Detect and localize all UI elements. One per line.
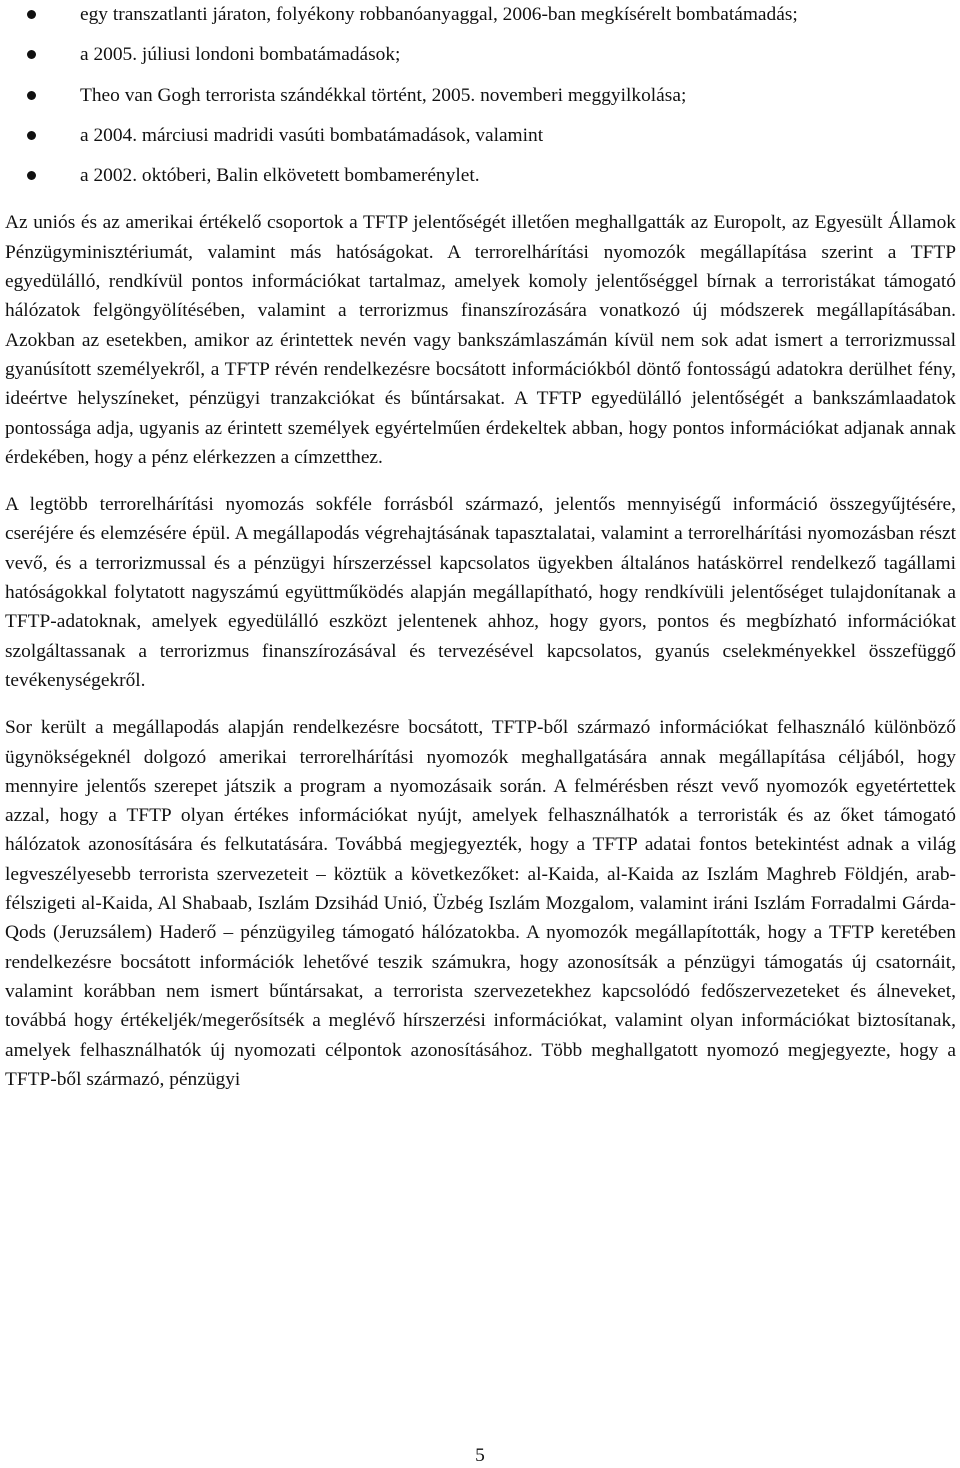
page-number: 5 xyxy=(475,1445,485,1466)
bullet-text: a 2002. októberi, Balin elkövetett bombamerénylet. xyxy=(80,165,480,187)
bullet-text: egy transzatlanti járaton, folyékony robbanóanyaggal, 2006-ban megkísérelt bombatámadás; xyxy=(80,4,798,25)
bullet-item xyxy=(5,161,956,190)
bullet-item xyxy=(5,40,956,69)
bullet-icon xyxy=(27,131,36,140)
bullet-icon xyxy=(27,10,36,19)
bullet-icon xyxy=(27,91,36,100)
paragraph-investigations: A legtöbb terrorelhárítási nyomozás sokféle forrásból származó, jelentős mennyiségű információ összegyűjtésére, cseréjére és elemzésére épül. A megállapodás végrehajtásának tapasztalatai, valamint a terrorelhárítási nyomozásban részt vevő, és a terrorizmussal és a pénzügyi hírszerzéssel kapcsolatos ügyekben általános hatáskörrel rendelkező tagállami hatóságokkal folytatott nagyszámú együttműködés alapján megállapítható, hogy rendkívüli jelentőséget tulajdonítanak a TFTP-adatoknak, amelyek egyedülálló eszközt jelentenek ahhoz, hogy gyors, pontos és megbízható információkat szolgáltassanak a terrorizmus finanszírozásával és tervezésével kapcsolatos, gyanús cselekményekkel összefüggő tevékenységekről. xyxy=(5,494,956,691)
paragraph-tftp-evaluation: Az uniós és az amerikai értékelő csoportok a TFTP jelentőségét illetően meghallgatták az Europolt, az Egyesült Államok Pénzügyminisztériumát, valamint más hatóságokat. A terrorelhárítási nyomozók megállapítása szerint a TFTP egyedülálló, rendkívül pontos információkat tartalmaz, amelyek komoly jelentőséggel bírnak a terroristákat támogató hálózatok felgöngyölítésében, valamint a terrorizmus finanszírozására vonatkozó új módszerek megállapításában. Azokban az esetekben, amikor az érintettek nevén vagy bankszámlaszámán kívül nem sok adat ismert a terrorizmussal gyanúsított személyekről, a TFTP révén rendelkezésre bocsátott információkból döntő fontosságú adatokra derülhet fény, ideértve helyszíneket, pénzügyi tranzakciókat és bűntársakat. A TFTP egyedülálló jelentőségét a bankszámlaadatok pontossága adja, ugyanis az érintett személyek egyértelműen érdekeltek abban, hogy pontos információkat adjanak annak érdekében, hogy a pénz elérkezzen a címzetthez. xyxy=(5,212,956,468)
bullet-item xyxy=(5,121,956,150)
bullet-icon xyxy=(27,50,36,59)
bullet-text: a 2004. márciusi madridi vasúti bombatámadások, valamint xyxy=(80,124,544,146)
document-page xyxy=(5,0,956,1094)
bullet-text: a 2005. júliusi londoni bombatámadások; xyxy=(80,44,401,66)
bullet-icon xyxy=(27,171,36,180)
paragraph-investigator-survey: Sor került a megállapodás alapján rendelkezésre bocsátott, TFTP-ből származó információkat felhasználó különböző ügynökségeknél dolgozó amerikai terrorelhárítási nyomozók meghallgatására annak megállapítása céljából, hogy mennyire jelentős szerepet játszik a program a nyomozásaik során. A felmérésben részt vevő nyomozók egyetértettek azzal, hogy a TFTP olyan értékes információkat nyújt, amelyek felhasználhatók a terroristák és az őket támogató hálózatok azonosítására és felkutatására. Továbbá megjegyezték, hogy a TFTP adatai fontos betekintést adnak a világ legveszélyesebb terrorista szervezeteit – köztük a következőket: al-Kaida, al-Kaida az Iszlám Maghreb Földjén, arab-félszigeti al-Kaida, Al Shabaab, Iszlám Dzsihád Unió, Üzbég Iszlám Mozgalom, valamint iráni Iszlám Forradalmi Gárda- Qods (Jeruzsálem) Haderő – pénzügyileg támogató hálózatokba. A nyomozók megállapították, hogy a TFTP keretében rendelkezésre bocsátott információk lehetővé teszik számukra, hogy azonosítsák a pénzügyi támogatás új csatornáit, valamint korábban nem ismert bűntársakat, a terrorista szervezetekhez kapcsolódó fedőszervezeteket és álneveket, továbbá hogy értékeljék/megerősítsék a meglévő hírszerzési információkat, valamint olyan információkat biztosítanak, amelyek felhasználhatók új nyomozati célpontok azonosításához. Több meghallgatott nyomozó megjegyezte, hogy a TFTP-ből származó, pénzügyi xyxy=(5,717,956,1090)
bullet-text: Theo van Gogh terrorista szándékkal történt, 2005. novemberi meggyilkolása; xyxy=(80,84,687,106)
bullet-list xyxy=(5,0,956,190)
bullet-item xyxy=(5,0,956,29)
bullet-item xyxy=(5,81,956,110)
